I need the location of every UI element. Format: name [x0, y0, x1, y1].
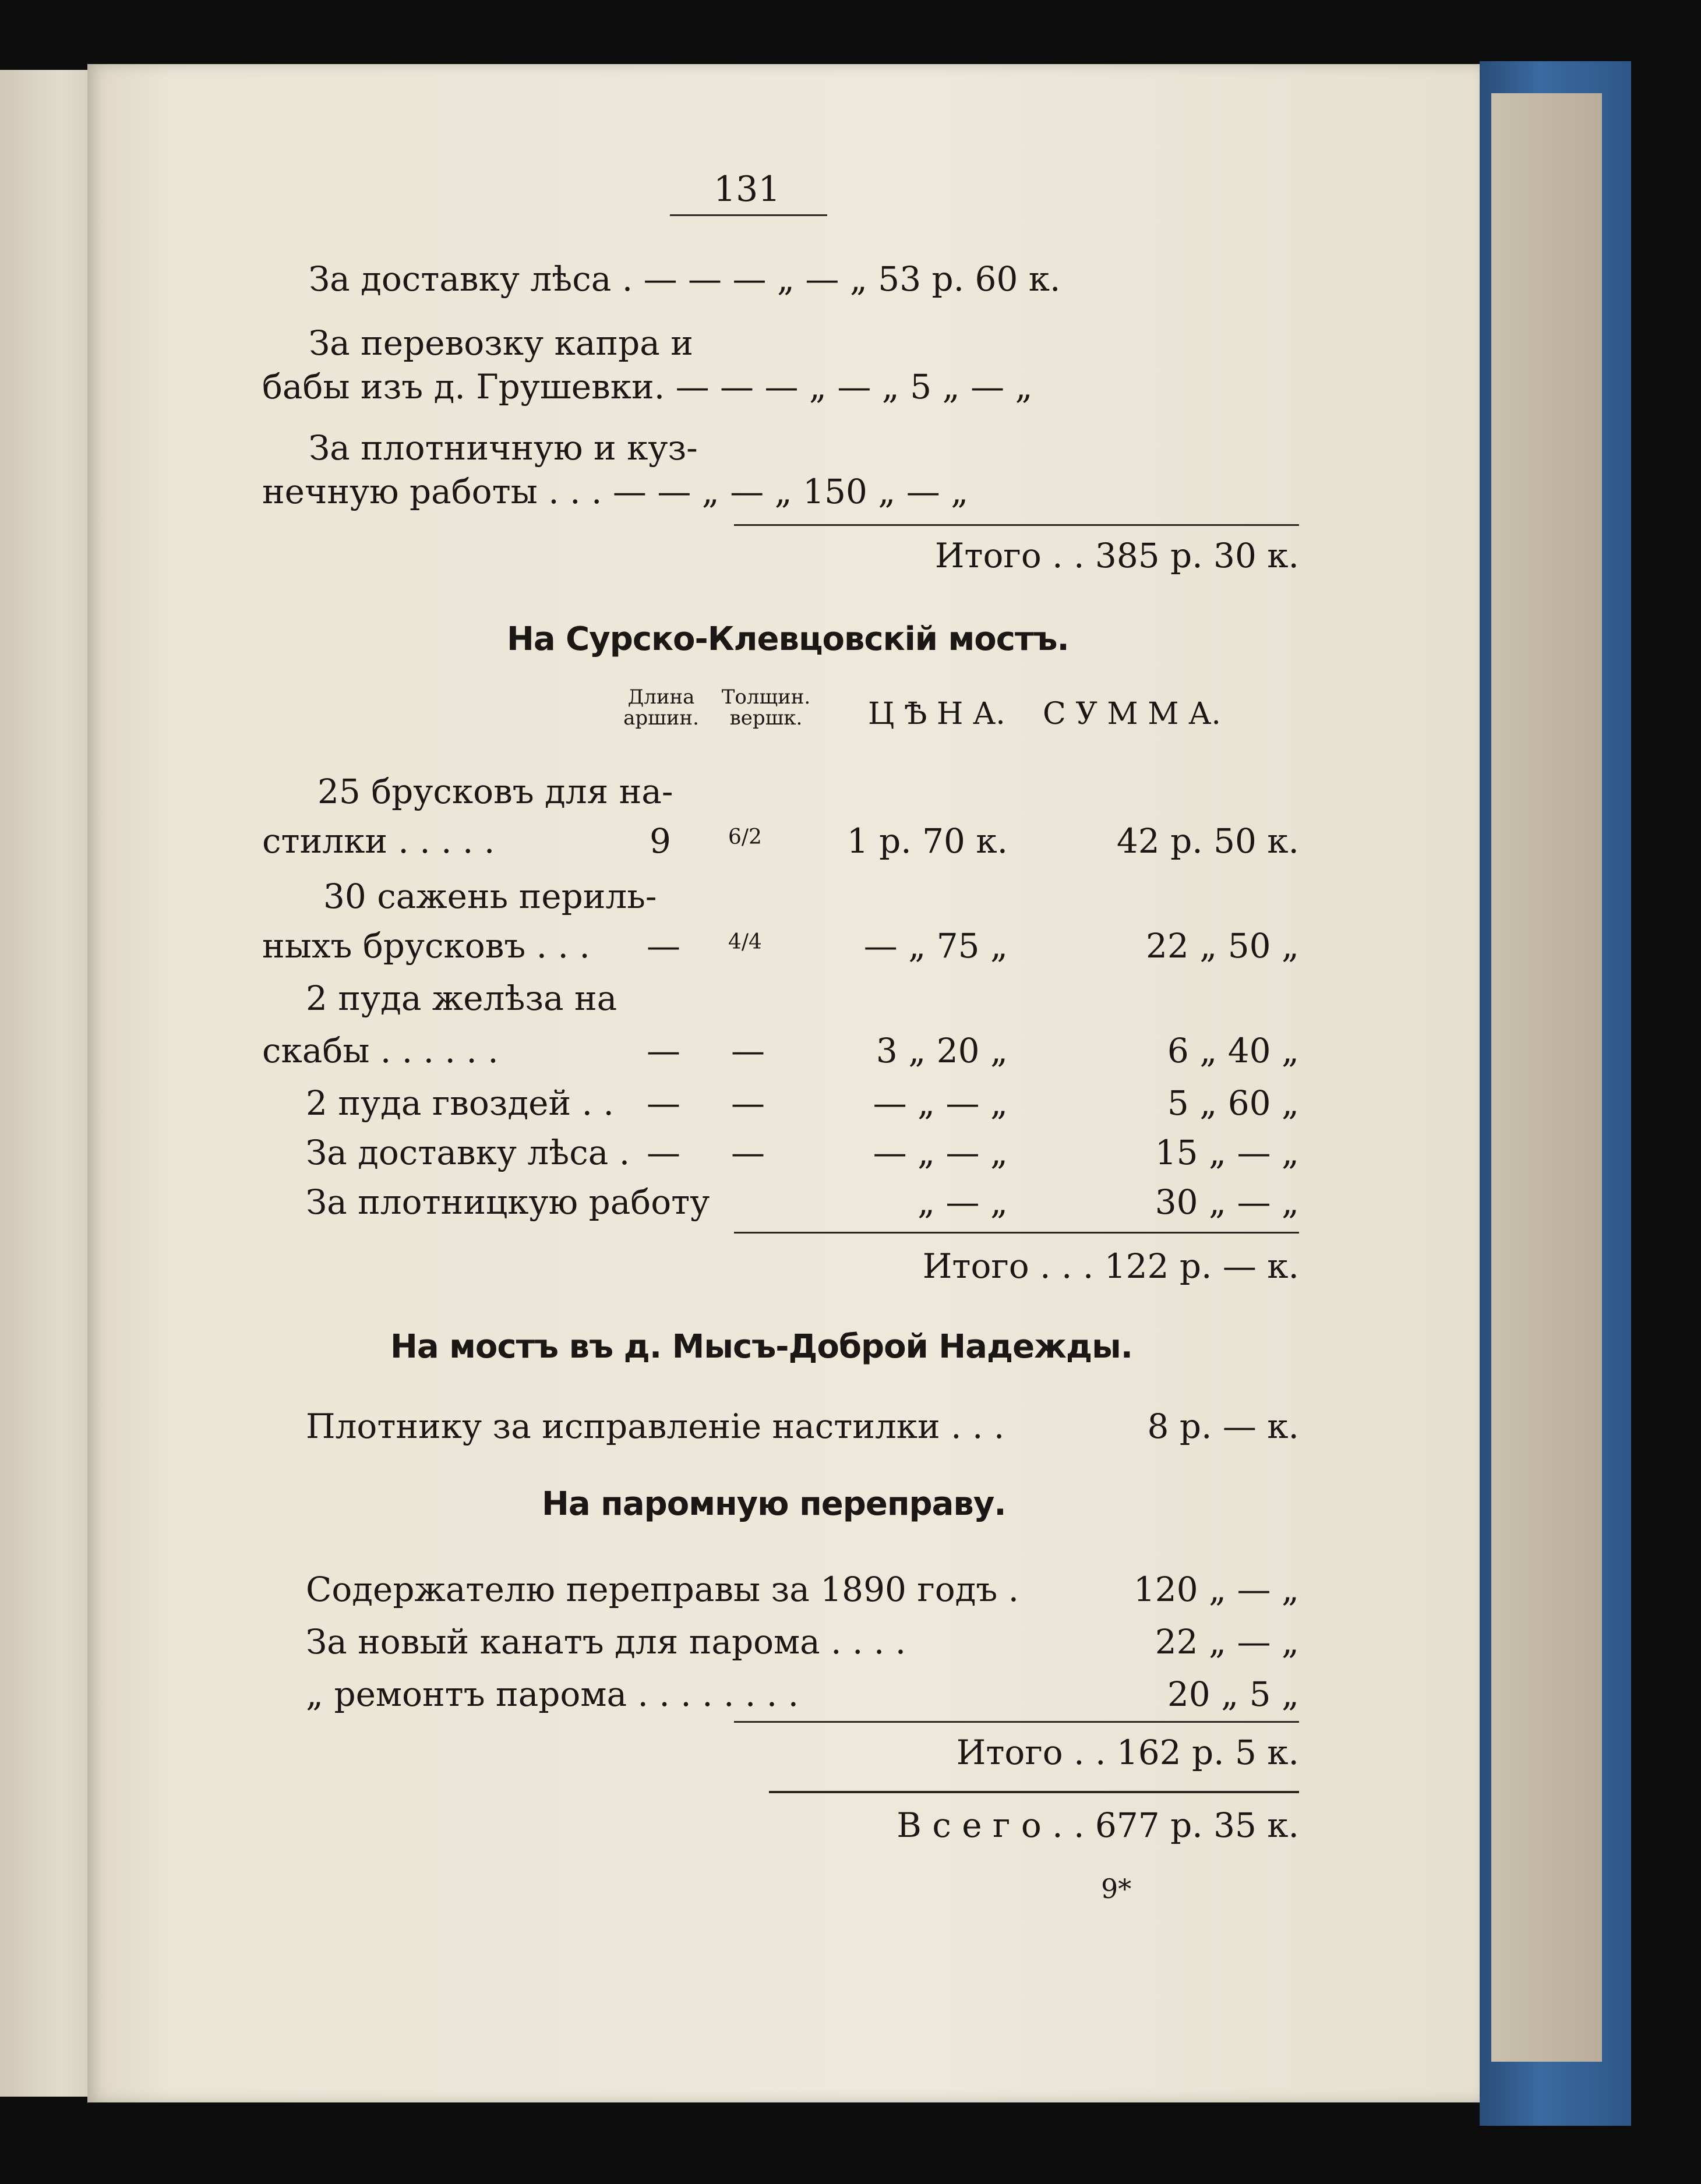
s4-row: „ ремонтъ парома . . . . . . . . — [306, 1674, 799, 1714]
s3-heading: На мостъ въ д. Мысъ-Доброй Надежды. — [390, 1328, 1132, 1366]
grand-total: В с е г о . . 677 р. 35 к. — [897, 1805, 1299, 1845]
s2-row-sum: 42 р. 50 к. — [1116, 821, 1299, 861]
s4-row-sum: 20 „ 5 „ — [1167, 1674, 1299, 1714]
s2-row-len: — — [647, 1031, 680, 1070]
s2-row-label: За плотницкую работу — [306, 1182, 710, 1222]
s2-row-label: 2 пуда гвоздей . . — [306, 1083, 614, 1123]
s4-heading: На паромную переправу. — [542, 1485, 1006, 1523]
s3-row: Плотнику за исправленіе настилки . . . — [306, 1406, 1005, 1446]
s2-row-label: За доставку лѣса . — [306, 1133, 630, 1172]
s4-total-rule — [734, 1721, 1299, 1723]
s2-row-thick: — — [731, 1133, 765, 1172]
s2-row-len: — — [647, 1083, 680, 1123]
grand-total-rule — [769, 1791, 1299, 1793]
s2-col-price: Ц Ѣ Н А. — [868, 697, 1005, 731]
s2-col-thick-line2: вершк. — [729, 706, 803, 730]
s2-row-label: 2 пуда желѣза на — [306, 978, 617, 1018]
page-number: 131 — [714, 169, 781, 210]
s2-row-label: скабы . . . . . . — [262, 1031, 499, 1070]
s2-row-price: — „ — „ — [873, 1133, 1008, 1172]
s2-row-price: — „ 75 „ — [863, 926, 1008, 966]
inner-cover — [1491, 93, 1602, 2062]
s4-row-sum: 22 „ — „ — [1155, 1622, 1299, 1662]
s2-col-length — [612, 687, 711, 729]
s2-row-sum: 22 „ 50 „ — [1145, 926, 1299, 966]
s2-col-thick-line1: Толщин. — [721, 685, 811, 709]
s2-row-sum: 5 „ 60 „ — [1167, 1083, 1299, 1123]
s2-row-sum: 30 „ — „ — [1155, 1182, 1299, 1222]
signature-mark: 9* — [1101, 1873, 1132, 1904]
s3-sum: 8 р. — к. — [1147, 1406, 1299, 1446]
s1-total-rule — [734, 524, 1299, 526]
s2-total: Итого . . . 122 р. — к. — [922, 1246, 1299, 1286]
s1-row-2: За перевозку капра и — [309, 323, 693, 363]
s4-row-sum: 120 „ — „ — [1133, 1570, 1299, 1609]
s2-row-sum: 15 „ — „ — [1155, 1133, 1299, 1172]
s2-row-sum: 6 „ 40 „ — [1167, 1031, 1299, 1070]
s2-row-price: — „ — „ — [873, 1083, 1008, 1123]
s2-row-price: 1 р. 70 к. — [846, 821, 1008, 861]
s2-col-sum: С У М М А. — [1043, 697, 1221, 731]
s2-total-rule — [734, 1232, 1299, 1234]
s2-row-price: „ — „ — [917, 1182, 1008, 1222]
s2-row-label: 30 сажень периль- — [323, 877, 657, 916]
page-number-rule — [670, 214, 827, 216]
s2-row-len: — — [647, 926, 680, 966]
s1-row-3: бабы изъ д. Грушевки. — — — „ — „ 5 „ — „ — [262, 367, 1033, 407]
s1-row-5: нечную работы . . . — — „ — „ 150 „ — „ — [262, 472, 969, 511]
s2-row-label: 25 брусковъ для на- — [317, 772, 673, 811]
s2-row-label: стилки . . . . . — [262, 821, 495, 861]
s2-row-len: 9 — [650, 821, 671, 861]
s2-row-len: — — [647, 1133, 680, 1172]
s2-row-label: ныхъ брусковъ . . . — [262, 926, 590, 966]
s1-row-1: За доставку лѣса . — — — „ — „ 53 р. 60 к. — [309, 259, 1061, 299]
s1-total: Итого . . 385 р. 30 к. — [934, 536, 1299, 575]
s4-total: Итого . . 162 р. 5 к. — [956, 1733, 1299, 1772]
book-page — [87, 64, 1480, 2102]
s1-row-4: За плотничную и куз- — [309, 428, 698, 468]
s2-row-thick: — — [731, 1031, 765, 1070]
s2-row-price: 3 „ 20 „ — [876, 1031, 1008, 1070]
s4-row: Содержателю переправы за 1890 годъ . — [306, 1570, 1019, 1609]
s2-heading: На Сурско-Клевцовскій мостъ. — [507, 620, 1069, 658]
s2-row-thick: 4/4 — [728, 930, 762, 954]
s2-row-thick: — — [731, 1083, 765, 1123]
s2-col-length-line1: Длина — [627, 685, 695, 709]
s2-col-thick — [717, 687, 816, 729]
s2-row-thick: 6/2 — [728, 825, 762, 849]
s2-col-length-line2: аршин. — [623, 706, 699, 730]
left-page-edge — [0, 70, 87, 2097]
s4-row: За новый канатъ для парома . . . . — [306, 1622, 906, 1662]
